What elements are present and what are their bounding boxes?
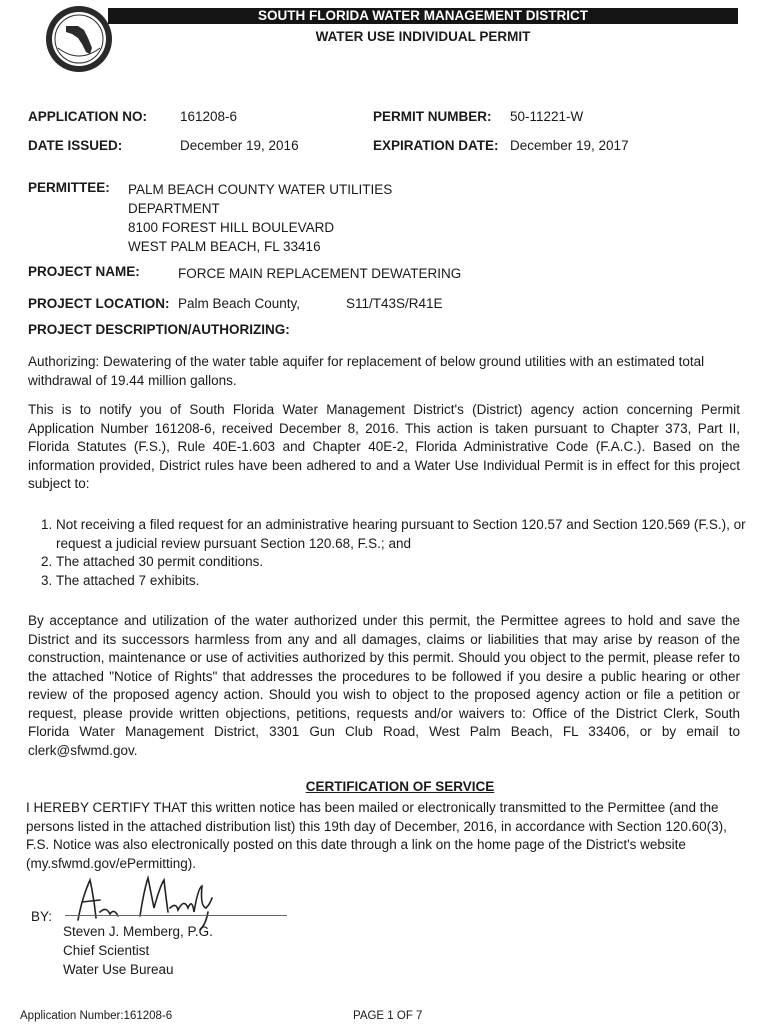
permittee-line: DEPARTMENT	[128, 201, 220, 216]
acceptance-paragraph: By acceptance and utilization of the water authorized under this permit, the Permittee agrees to hold and save the District and its successors harmless from any and all damages, claims or liabilities that may arise by reason of the construction, maintenance or use of activities authorized by this permit. Should you object to the permit, please refer to the attached "Notice of Rights" that addresses the procedures to be followed if you desire a public hearing or other review of the proposed agency action. Should you wish to object to the proposed agency action or file a petition or request, please provide written objections, petitions, requests and/or waivers to: Office of the District Clerk, South Florida Water Management District, 3301 Gun Club Road, West Palm Beach, FL 33406, or by email to clerk@sfwmd.gov.	[28, 613, 740, 758]
application-no-label: APPLICATION NO:	[28, 109, 147, 124]
date-issued-value: December 19, 2016	[180, 138, 299, 153]
project-location-label: PROJECT LOCATION:	[28, 296, 170, 311]
permit-number-label: PERMIT NUMBER:	[373, 109, 492, 124]
permittee-line: PALM BEACH COUNTY WATER UTILITIES	[128, 182, 393, 197]
authorizing-text: Authorizing: Dewatering of the water table aquifer for replacement of below ground utilities with an estimated total withdrawal of 19.44 million gallons.	[28, 354, 705, 388]
by-label: BY:	[31, 909, 53, 924]
expiration-date-value: December 19, 2017	[510, 138, 629, 153]
district-seal-icon	[44, 4, 114, 74]
document-title: WATER USE INDIVIDUAL PERMIT	[315, 29, 531, 44]
permittee-label: PERMITTEE:	[28, 180, 110, 195]
permit-number-value: 50-11221-W	[510, 109, 584, 124]
footer-application-number: Application Number:161208-6	[20, 1010, 173, 1022]
application-no-value: 161208-6	[180, 109, 238, 124]
signer-bureau: Water Use Bureau	[63, 962, 174, 977]
certification-text: I HEREBY CERTIFY THAT this written notice has been mailed or electronically transmitted to the Permittee (and the persons listed in the attached distribution list) this 19th day of December, 2016, in accordance with Section 120.60(3), F.S. Notice was also electronically posted on this date through a link on the home page of the District's website (my.sfwmd.gov/ePermitting).	[26, 800, 727, 871]
date-issued-label: DATE ISSUED:	[28, 138, 123, 153]
project-str-value: S11/T43S/R41E	[346, 296, 443, 311]
signer-name: Steven J. Memberg, P.G.	[63, 924, 213, 939]
list-item: 3. The attached 7 exhibits.	[56, 572, 768, 591]
certification-heading: CERTIFICATION OF SERVICE	[305, 779, 495, 794]
conditions-list	[28, 516, 768, 590]
project-location-value: Palm Beach County,	[178, 296, 301, 311]
footer-page-number: PAGE 1 OF 7	[353, 1010, 423, 1022]
list-item: 1. Not receiving a filed request for an administrative hearing pursuant to Section 120.57 and Section 120.569 (F.S.), or request a judicial review pursuant Section 120.68, F.S.; and	[56, 516, 768, 553]
list-item: 2. The attached 30 permit conditions.	[56, 553, 768, 572]
signature-line	[65, 915, 287, 916]
project-name-label: PROJECT NAME:	[28, 264, 140, 279]
project-name-value: FORCE MAIN REPLACEMENT DEWATERING	[178, 266, 462, 281]
signer-block	[63, 922, 213, 979]
notice-paragraph: This is to notify you of South Florida Water Management District's (District) agency action concerning Permit Application Number 161208-6, received December 8, 2016. This action is taken pursuant to Chapter 373, Part II, Florida Statutes (F.S.), Rule 40E-1.603 and Chapter 40E-2, Florida Administrative Code (F.A.C.). Based on the information provided, District rules have been adhered to and a Water Use Individual Permit is in effect for this project subject to:	[28, 402, 740, 491]
signer-title: Chief Scientist	[63, 943, 150, 958]
expiration-date-label: EXPIRATION DATE:	[373, 138, 499, 153]
project-description-label: PROJECT DESCRIPTION/AUTHORIZING:	[28, 322, 290, 337]
permittee-line: 8100 FOREST HILL BOULEVARD	[128, 220, 335, 235]
permittee-line: WEST PALM BEACH, FL 33416	[128, 239, 321, 254]
permittee-address	[128, 180, 392, 256]
agency-header: SOUTH FLORIDA WATER MANAGEMENT DISTRICT	[108, 8, 738, 24]
